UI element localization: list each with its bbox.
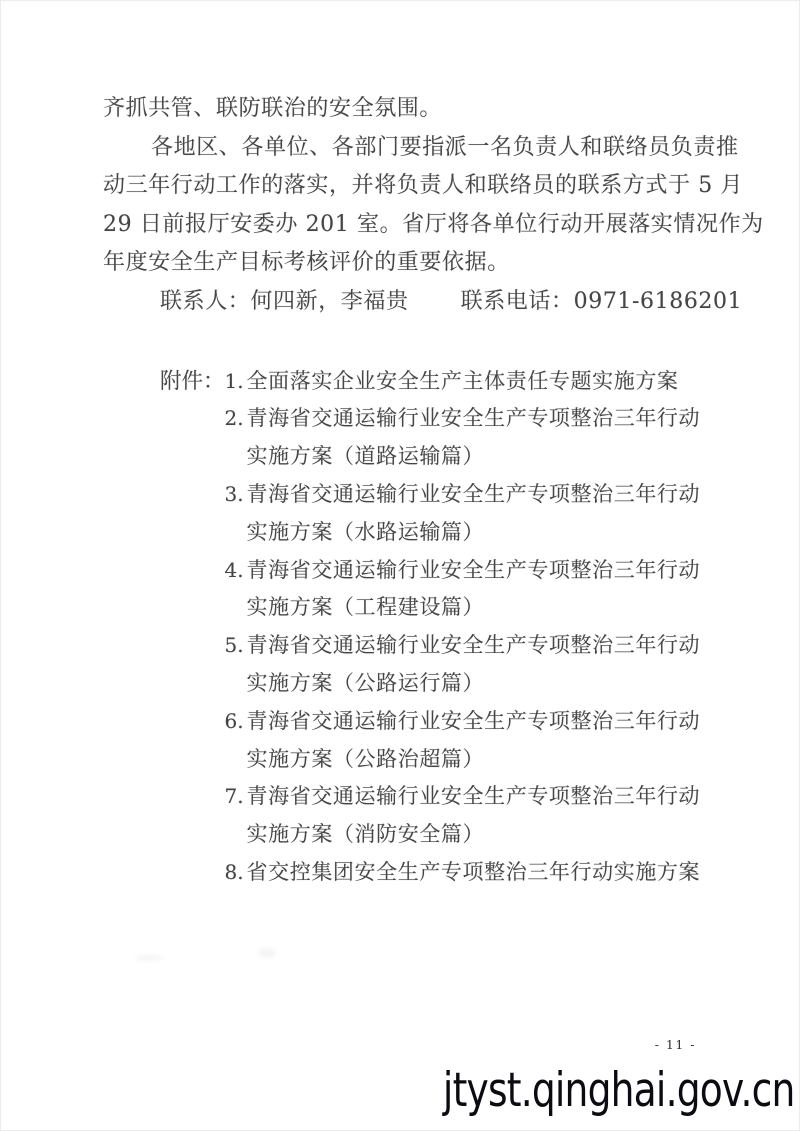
attachment-item-number: 7. bbox=[224, 784, 244, 809]
contact-person-label: 联系人： bbox=[160, 288, 251, 314]
attachment-item-number: 1. bbox=[224, 368, 244, 393]
contact-phone-number: 0971-6186201 bbox=[573, 288, 743, 314]
attachment-item-title: 省交控集团安全生产专项整治三年行动实施方案 bbox=[246, 859, 701, 884]
attachment-item-title: 青海省交通运输行业安全生产专项整治三年行动 bbox=[246, 784, 701, 809]
attachment-item-number: 4. bbox=[224, 557, 244, 582]
contact-line bbox=[103, 283, 743, 322]
attachment-item-title: 青海省交通运输行业安全生产专项整治三年行动 bbox=[246, 708, 701, 733]
attachment-item bbox=[225, 854, 701, 892]
attachment-label: 附件： bbox=[160, 368, 225, 394]
attachment-item-subtitle: 实施方案（消防安全篇） bbox=[246, 822, 485, 847]
attachment-item bbox=[225, 400, 701, 476]
body-line: 年度安全生产目标考核评价的重要依据。 bbox=[103, 250, 510, 276]
contact-phone-label: 联系电话： bbox=[460, 288, 574, 314]
watermark-url: jtyst.qinghai.gov.cn bbox=[443, 1063, 795, 1118]
attachment-item-number: 8. bbox=[224, 859, 244, 884]
attachment-item-subtitle: 实施方案（水路运输篇） bbox=[246, 519, 485, 544]
attachment-item-title: 青海省交通运输行业安全生产专项整治三年行动 bbox=[246, 633, 701, 658]
attachment-item bbox=[225, 703, 701, 779]
attachment-item-subtitle: 实施方案（公路治超篇） bbox=[246, 746, 485, 771]
body-line: 29 日前报厅安委办 201 室。省厅将各单位行动开展落实情况作为 bbox=[103, 211, 764, 237]
document-page bbox=[103, 90, 764, 892]
attachment-item bbox=[225, 627, 701, 703]
attachment-item bbox=[225, 363, 701, 401]
attachment-item-number: 6. bbox=[224, 708, 244, 733]
attachment-item bbox=[225, 552, 701, 628]
body-line: 动三年行动工作的落实，并将负责人和联络员的联系方式于 5 月 bbox=[103, 173, 743, 199]
attachment-item-number: 5. bbox=[224, 633, 244, 658]
attachment-item-subtitle: 实施方案（公路运行篇） bbox=[246, 670, 485, 695]
body-line: 齐抓共管、联防联治的安全氛围。 bbox=[103, 96, 443, 121]
body-line: 各地区、各单位、各部门要指派一名负责人和联络员负责推 bbox=[151, 134, 739, 160]
attachment-item bbox=[225, 778, 701, 854]
attachment-list bbox=[103, 363, 743, 892]
attachment-item-title: 全面落实企业安全生产主体责任专题实施方案 bbox=[246, 368, 679, 393]
attachment-item-title: 青海省交通运输行业安全生产专项整治三年行动 bbox=[246, 481, 701, 506]
attachment-item-number: 3. bbox=[224, 481, 244, 506]
attachment-item-number: 2. bbox=[224, 406, 244, 431]
page-number: - 11 - bbox=[654, 1037, 696, 1052]
attachment-item-title: 青海省交通运输行业安全生产专项整治三年行动 bbox=[246, 406, 701, 431]
contact-persons: 何四新，李福贵 bbox=[250, 288, 409, 314]
scan-smudge bbox=[135, 955, 163, 961]
attachment-item bbox=[225, 476, 701, 552]
scan-smudge bbox=[258, 948, 276, 958]
attachment-item-title: 青海省交通运输行业安全生产专项整治三年行动 bbox=[246, 557, 701, 582]
attachment-items bbox=[225, 363, 701, 892]
attachment-item-subtitle: 实施方案（工程建设篇） bbox=[246, 595, 485, 620]
attachment-item-subtitle: 实施方案（道路运输篇） bbox=[246, 444, 485, 469]
